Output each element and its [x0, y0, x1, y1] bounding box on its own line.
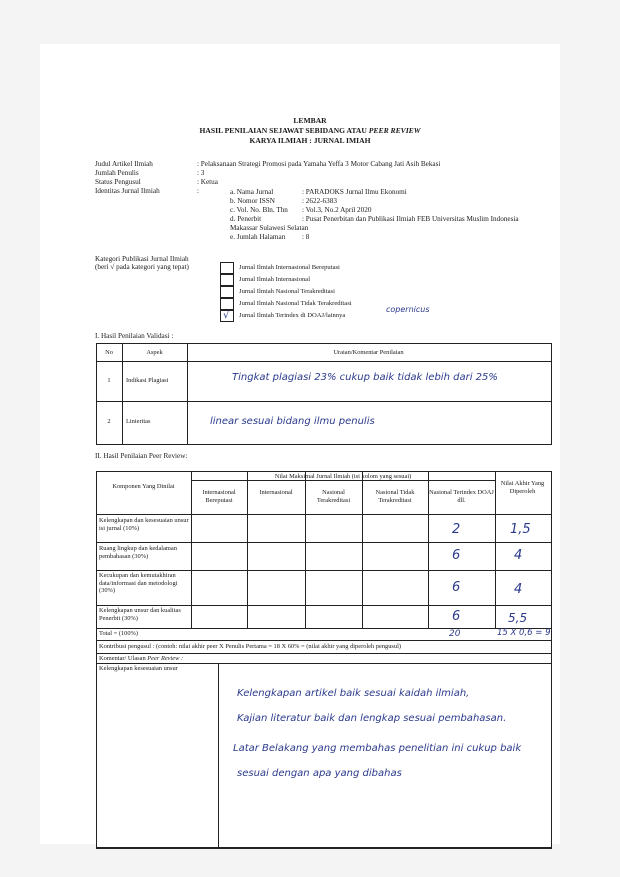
score-kecukupan-doaj: 6 [452, 580, 461, 595]
table-rule [96, 570, 551, 571]
comment-line-1: Kelengkapan artikel baik sesuai kaidah ilmiah, [237, 688, 470, 699]
section-i-title: I. Hasil Penilaian Validasi : [95, 332, 174, 340]
journal-field-label: e. Jumlah Halaman [230, 233, 286, 241]
category-option-label: Jurnal Ilmiah Terindex di DOAJ/lainnya [239, 312, 346, 319]
th-nilai-akhir: Nilai Akhir Yang Diperoleh [500, 480, 545, 495]
row2-aspek: Linieritas [126, 418, 151, 425]
score-kelengkapan-doaj: 2 [452, 522, 461, 537]
score-total-akhir: 15 X 0,6 = 9 [497, 628, 551, 638]
th-nilai-maksimal: Nilai Maksimal Jurnal Ilmiah (isi kolom yang sesuai) [274, 473, 412, 480]
doc-title-lembar: LEMBAR [293, 116, 327, 125]
doc-title-main: HASIL PENILAIAN SEJAWAT SEBIDANG ATAU PEER REVIEW [199, 126, 421, 135]
journal-field-value: : Vol.3, No.2 April 2020 [302, 206, 372, 214]
th-komponen: Komponen Yang Dinilai [112, 483, 175, 490]
category-label: Kategori Publikasi Jurnal Ilmiah [95, 255, 189, 263]
table-rule [96, 663, 551, 664]
journal-field-value: : 2622-6383 [302, 197, 337, 205]
handwritten-copernicus: copernicus [386, 305, 430, 314]
komentar-ulasan-label: Komentar/ Ulasan Peer Review : [99, 655, 184, 662]
th-no: No [105, 349, 113, 356]
journal-field-label: b. Nomor ISSN [230, 197, 275, 205]
score-kelengkapan-unsur-doaj: 6 [452, 609, 461, 624]
score-ruang-akhir: 4 [514, 548, 523, 563]
table-rule [218, 663, 219, 847]
doc-title-karya: KARYA ILMIAH : JURNAL IMIAH [249, 136, 371, 145]
category-note: (beri √ pada kategori yang tepat) [95, 263, 189, 271]
table-rule [96, 640, 551, 641]
comment-line-2: Kajian literatur baik dan lengkap sesuai pembahasan. [237, 713, 507, 724]
journal-field-value: : PARADOKS Jurnal Ilmu Ekonomi [302, 188, 407, 196]
score-total-doaj: 20 [449, 629, 461, 639]
row-komponen: Kelengkapan unsur dan kualitas Penerbit (30%) [99, 607, 181, 622]
row-komponen: Kelengkapan dan kesesuaian unsur isi jurnal (10%) [99, 517, 189, 532]
section-ii-title: II. Hasil Penilaian Peer Review: [95, 452, 188, 460]
row-komponen: Kecukupan dan kemutakhiran data/informasi dan metodologi (30%) [99, 572, 178, 595]
category-checkbox [220, 274, 234, 286]
th-column: Nasional Tidak Terakreditasi [375, 489, 415, 504]
check-mark: √ [223, 310, 230, 321]
journal-field-value: : Pusat Penerbitan dan Publikasi Ilmiah FEB Universitas Muslim Indonesia [302, 215, 519, 223]
kelengkapan-kesesuaian-label: Kelengkapan kesesuaian unsur [99, 665, 178, 672]
category-option-label: Jurnal Ilmiah Internasional Bereputasi [239, 264, 340, 271]
th-uraian: Uraian/Komentar Penilaian [333, 349, 404, 356]
kontribusi-pengusul: Kontribusi pengusul : (contoh: nilai akhir peer X Penulis Pertama = 18 X 60% = (nilai akhir yang diperoleh pengusul) [99, 643, 402, 650]
journal-field-label: d. Penerbit [230, 215, 262, 223]
th-column: Nasional Terakreditasi [316, 489, 351, 504]
validation-table [96, 343, 552, 445]
table-rule [96, 653, 551, 654]
th-column: Nasional Terindex DOAJ dll. [429, 489, 494, 504]
journal-field-label: Makassar Sulawesi Selatan [230, 224, 309, 232]
field-label: Judul Artikel Ilmiah [95, 160, 153, 168]
row-komponen: Ruang lingkup dan kedalaman pembahasan (30%) [99, 545, 177, 560]
row1-no: 1 [107, 377, 111, 384]
comment-line-3: Latar Belakang yang membahas penelitian ini cukup baik [233, 743, 522, 754]
category-option-label: Jurnal Ilmiah Nasional Tidak Terakreditasi [239, 300, 352, 307]
table-rule [96, 628, 551, 629]
row2-comment: linear sesuai bidang ilmu penulis [210, 416, 375, 427]
row2-no: 2 [107, 418, 111, 425]
field-label: Jumlah Penulis [95, 169, 139, 177]
th-column: Internasional Bereputasi [202, 489, 236, 504]
journal-field-value: : 8 [302, 233, 310, 241]
journal-field-label: a. Nama Jurnal [230, 188, 274, 196]
score-kelengkapan-unsur-akhir: 5,5 [508, 611, 528, 625]
row1-aspek: Indikasi Plagiasi [126, 377, 169, 384]
score-ruang-doaj: 6 [452, 548, 461, 563]
field-value: : [197, 187, 199, 195]
category-option-label: Jurnal Ilmiah Internasional [239, 276, 311, 283]
category-checkbox [220, 286, 234, 298]
table-rule [96, 605, 551, 606]
score-kelengkapan-akhir: 1,5 [510, 522, 531, 537]
category-option-label: Jurnal Ilmiah Nasional Terakreditasi [239, 288, 335, 295]
score-kecukupan-akhir: 4 [514, 582, 523, 597]
th-column: Internasional [259, 489, 293, 496]
field-label: Identitas Jurnal Ilmiah [95, 187, 160, 195]
row1-comment: Tingkat plagiasi 23% cukup baik tidak lebih dari 25% [232, 372, 498, 383]
category-checkbox [220, 310, 234, 322]
table-rule [96, 542, 551, 543]
table-rule [96, 514, 551, 515]
journal-field-label: c. Vol. No. Bln. Thn [230, 206, 288, 214]
comment-line-4: sesuai dengan apa yang dibahas [237, 768, 402, 779]
field-label: Status Pengusul [95, 178, 141, 186]
field-value: : 3 [197, 169, 205, 177]
field-value: : Ketua [197, 178, 218, 186]
category-checkbox [220, 298, 234, 310]
th-aspek: Aspek [146, 349, 163, 356]
row-komponen: Total = (100%) [99, 630, 139, 637]
field-value: : Pelaksanaan Strategi Promosi pada Yamaha Yeffa 3 Motor Cabang Jati Asih Bekasi [197, 160, 441, 168]
category-checkbox [220, 262, 234, 274]
table-rule [96, 847, 551, 848]
